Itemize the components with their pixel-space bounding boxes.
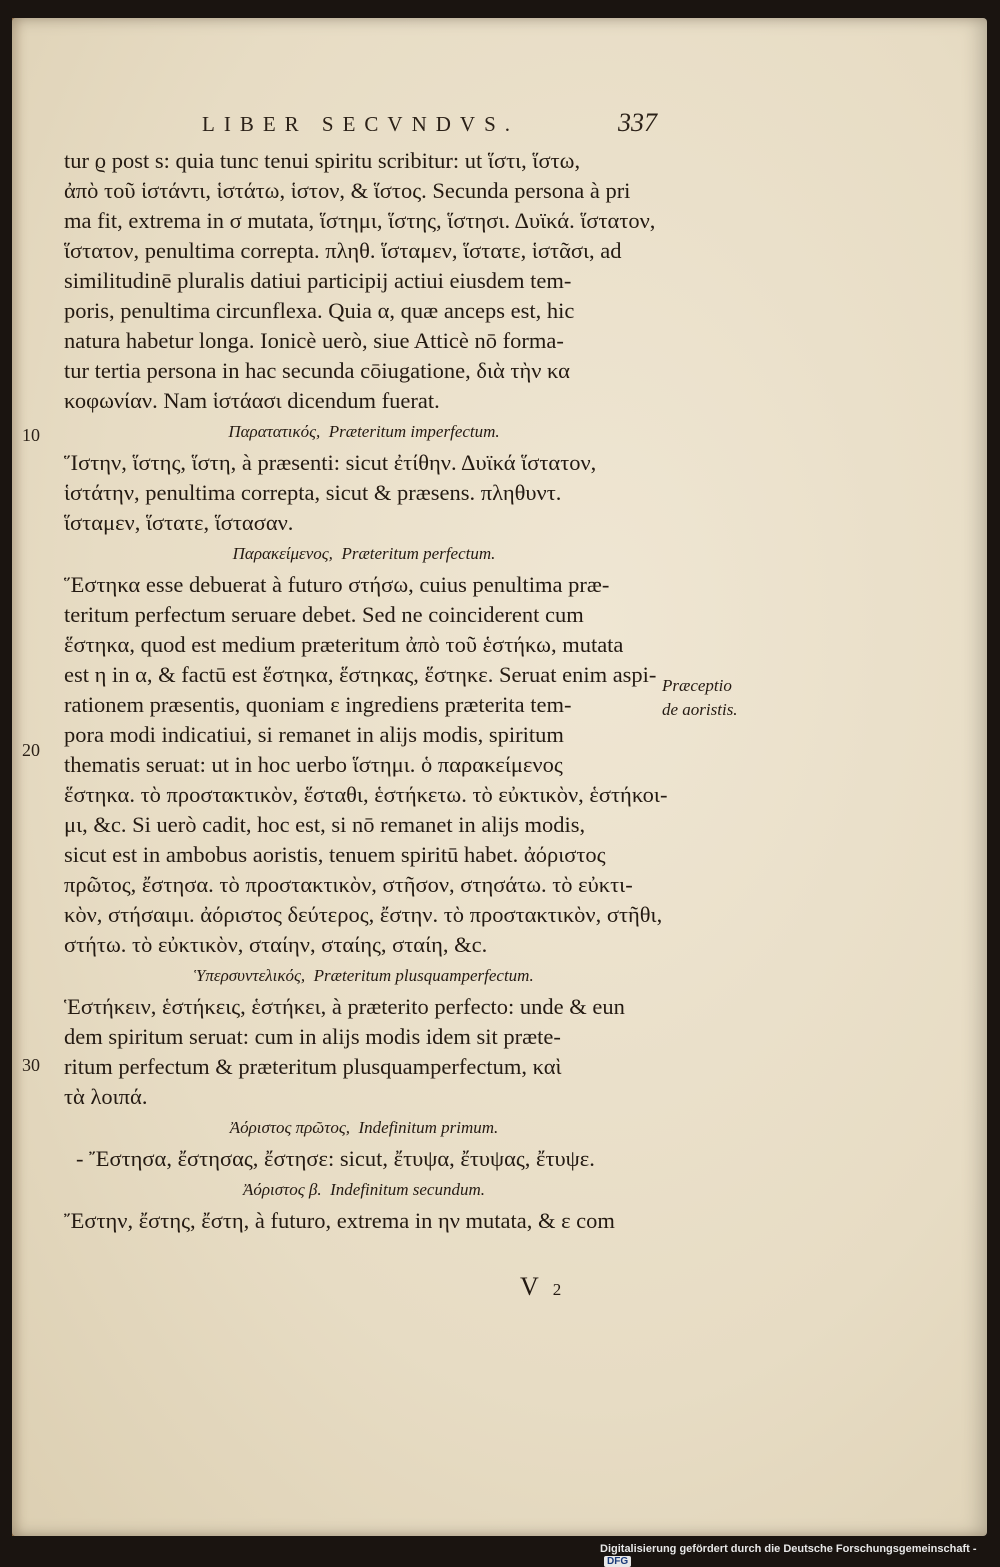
signature-number: 2 xyxy=(552,1280,562,1299)
text-line: κὸν, στήσαιμι. ἀόριστος δεύτερος, ἔστην. τὸ προστακτικὸν, στῆθι, xyxy=(64,902,663,927)
heading-latin: Præteritum imperfectum. xyxy=(328,422,500,441)
heading-latin: Indefinitum primum. xyxy=(358,1118,499,1137)
text-line: Ἵστην, ἵστης, ἵστη, à præsenti: sicut ἐτίθην. Δυϊκά ἵστατον, xyxy=(64,450,597,475)
text-line: - Ἔστησα, ἔστησας, ἔστησε: sicut, ἔτυψα, ἔτυψας, ἔτυψε. xyxy=(76,1146,595,1171)
section-heading xyxy=(64,538,664,570)
margin-note xyxy=(662,674,738,722)
text-line: ἕστηκα, quod est medium præteritum ἀπὸ τοῦ ἑστήκω, mutata xyxy=(64,632,624,657)
line-number-30: 30 xyxy=(22,1055,40,1075)
line-number-20: 20 xyxy=(22,740,40,760)
line-number-10: 10 xyxy=(22,425,40,445)
heading-greek: Ἀόριστος πρῶτος, xyxy=(229,1118,350,1137)
text-line: ἵσταμεν, ἵστατε, ἵστασαν. xyxy=(64,510,294,535)
section-heading xyxy=(64,960,664,992)
text-line: thematis seruat: ut in hoc uerbo ἵστημι. ὁ παρακείμενος xyxy=(64,752,563,777)
footer-text: Digitalisierung gefördert durch die Deutsche Forschungsgemeinschaft - xyxy=(600,1543,977,1555)
heading-greek: Ὑπερσυντελικός, xyxy=(194,966,306,985)
text-line: Ἕστηκα esse debuerat à futuro στήσω, cuius penultima præ- xyxy=(64,572,610,597)
text-line: στήτω. τὸ εὐκτικὸν, σταίην, σταίης, σταίη, &c. xyxy=(64,932,488,957)
text-line: ritum perfectum & præteritum plusquamperfectum, καὶ xyxy=(64,1054,562,1079)
text-line: μι, &c. Si uerò cadit, hoc est, si nō remanet in alijs modis, xyxy=(64,812,586,837)
folio-number: 337 xyxy=(618,108,657,137)
text-line: τὰ λοιπά. xyxy=(64,1084,148,1109)
text-line: rationem præsentis, quoniam ε ingrediens præterita tem- xyxy=(64,692,572,717)
text-line: est η in α, & factū est ἕστηκα, ἕστηκας, ἕστηκε. Seruat enim aspi- xyxy=(64,662,657,687)
text-line: poris, penultima circunflexa. Quia α, quæ anceps est, hic xyxy=(64,298,575,323)
text-line: similitudinē pluralis datiui participij actiui eiusdem tem- xyxy=(64,268,572,293)
running-head: LIBER SECVNDVS. xyxy=(202,112,520,136)
margin-note-line: de aoristis. xyxy=(662,700,738,719)
heading-latin: Præteritum perfectum. xyxy=(341,544,496,563)
text-line: Ἔστην, ἔστης, ἔστη, à futuro, extrema in ην mutata, & ε com xyxy=(64,1208,615,1233)
heading-latin: Præteritum plusquamperfectum. xyxy=(313,966,534,985)
text-line: pora modi indicatiui, si remanet in alijs modis, spiritum xyxy=(64,722,564,747)
margin-note-line: Præceptio xyxy=(662,676,732,695)
main-text xyxy=(64,146,668,1236)
heading-greek: Ἀόριστος β. xyxy=(243,1180,322,1199)
text-line: tur ϱ post s: quia tunc tenui spiritu scribitur: ut ἵστι, ἵστω, xyxy=(64,148,581,173)
heading-greek: Παρατατικός, xyxy=(228,422,321,441)
text-line: tur tertia persona in hac secunda cōiugatione, διὰ τὴν κα xyxy=(64,358,570,383)
dfg-logo: DFG xyxy=(604,1556,631,1567)
text-line: teritum perfectum seruare debet. Sed ne coinciderent cum xyxy=(64,602,584,627)
digitization-footer xyxy=(600,1543,1000,1567)
text-line: ἕστηκα. τὸ προστακτικὸν, ἕσταθι, ἑστήκετω. τὸ εὐκτικὸν, ἑστήκοι- xyxy=(64,782,668,807)
heading-latin: Indefinitum secundum. xyxy=(330,1180,485,1199)
text-line: natura habetur longa. Ionicè uerò, siue Atticè nō forma- xyxy=(64,328,564,353)
text-line: ἀπὸ τοῦ ἱστάντι, ἱστάτω, ἱστον, & ἵστος. Secunda persona à pri xyxy=(64,178,631,203)
text-line: sicut est in ambobus aoristis, tenuem spiritū habet. ἀόριστος xyxy=(64,842,606,867)
section-heading xyxy=(64,416,664,448)
text-line: dem spiritum seruat: cum in alijs modis idem sit præte- xyxy=(64,1024,561,1049)
text-line: Ἑστήκειν, ἑστήκεις, ἑστήκει, à præterito perfecto: unde & eun xyxy=(64,994,625,1019)
text-line: ma fit, extrema in σ mutata, ἵστημι, ἵστης, ἵστησι. Δυϊκά. ἵστατον, xyxy=(64,208,656,233)
text-line: πρῶτος, ἔστησα. τὸ προστακτικὸν, στῆσον, στησάτω. τὸ εὐκτι- xyxy=(64,872,633,897)
text-line: ἵστατον, penultima correpta. πληθ. ἵσταμεν, ἵστατε, ἱστᾶσι, ad xyxy=(64,238,622,263)
text-line: κοφωνίαν. Nam ἱστάασι dicendum fuerat. xyxy=(64,388,440,413)
signature-letter: V xyxy=(520,1272,539,1301)
heading-greek: Παρακείμενος, xyxy=(232,544,333,563)
section-heading xyxy=(64,1174,664,1206)
section-heading xyxy=(64,1112,664,1144)
text-line: ἱστάτην, penultima correpta, sicut & præsens. πληθυντ. xyxy=(64,480,562,505)
signature-mark xyxy=(520,1272,561,1302)
